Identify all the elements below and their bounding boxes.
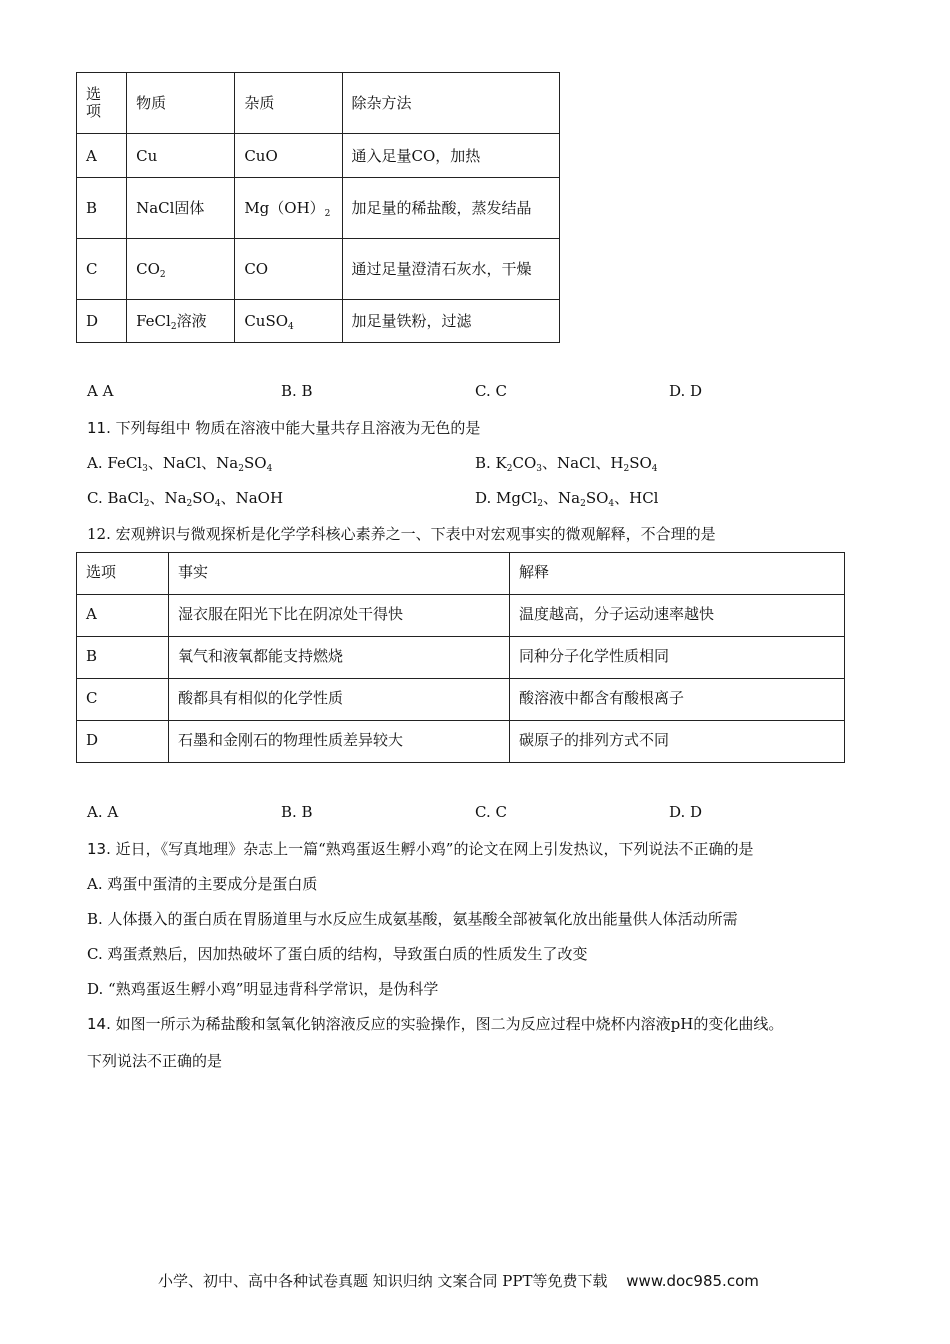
table-cell: 氧气和液氧都能支持燃烧 [169,637,510,679]
question-14-stem-continued: 下列说法不正确的是 [87,1052,223,1070]
table-header: 杂质 [235,73,342,134]
question-11-stem: 11. 下列每组中 物质在溶液中能大量共存且溶液为无色的是 [87,419,481,437]
option-d: D. D [669,382,703,400]
table-cell: NaCl固体 [127,178,235,239]
table-header: 物质 [127,73,235,134]
table-cell: FeCl$_2$溶液 [127,300,235,343]
option-c: C. 鸡蛋煮熟后，因加热破坏了蛋白质的结构，导致蛋白质的性质发生了改变 [87,945,588,963]
table-header: 选项 [77,73,127,134]
option-a: A. 鸡蛋中蛋清的主要成分是蛋白质 [87,875,318,893]
option-b: B. 人体摄入的蛋白质在胃肠道里与水反应生成氨基酸，氨基酸全部被氧化放出能量供人体活动所需 [87,910,738,928]
footer-link[interactable]: www.doc985.com [626,1272,759,1290]
table-cell: D [77,300,127,343]
table-header: 解释 [510,553,845,595]
table-cell: 碳原子的排列方式不同 [510,721,845,763]
table-header: 选项 [77,553,169,595]
table-cell: Cu [127,134,235,178]
table-header: 事实 [169,553,510,595]
table-cell: D [77,721,169,763]
option-a: A. A [87,803,119,821]
table-cell: B [77,637,169,679]
table-cell: CuSO$_4$ [235,300,342,343]
option-c: C. C [475,382,507,400]
table-cell: 同种分子化学性质相同 [510,637,845,679]
footer-text: 小学、初中、高中各种试卷真题 知识归纳 文案合同 PPT等免费下载 [158,1272,608,1290]
table-cell: C [77,239,127,300]
page-footer [158,1270,759,1291]
table-cell: 通过足量澄清石灰水，干燥 [342,239,559,300]
table-cell: CuO [235,134,342,178]
table-cell: 酸溶液中都含有酸根离子 [510,679,845,721]
micro-explanation-table [76,552,845,763]
table-cell: 加足量铁粉，过滤 [342,300,559,343]
table-cell: $Mg(OH)_2$ [235,178,342,239]
question-13-stem: 13. 近日，《写真地理》杂志上一篇“熟鸡蛋返生孵小鸡”的论文在网上引发热议，下列说法不正确的是 [87,840,754,858]
table-cell: 石墨和金刚石的物理性质差异较大 [169,721,510,763]
option-b: B. B [281,382,313,400]
option-d: D. “熟鸡蛋返生孵小鸡”明显违背科学常识，是伪科学 [87,980,439,998]
question-12-stem: 12. 宏观辨识与微观探析是化学学科核心素养之一、下表中对宏观事实的微观解释，不合理的是 [87,525,716,543]
table-cell: 湿衣服在阳光下比在阴凉处干得快 [169,595,510,637]
option-a: A A [87,382,114,400]
table-cell: A [77,134,127,178]
table-header: 除杂方法 [342,73,559,134]
question-14-stem: 14. 如图一所示为稀盐酸和氢氧化钠溶液反应的实验操作，图二为反应过程中烧杯内溶液pH的变化曲线。 [87,1015,784,1033]
table-cell: 酸都具有相似的化学性质 [169,679,510,721]
table-cell: $CO_2$ [127,239,235,300]
option-a: A. FeCl$_3$、NaCl、$Na_2SO_4$ [87,454,273,474]
option-b: B. B [281,803,313,821]
option-c: C. C [475,803,507,821]
option-c: C. BaCl$_2$、$Na_2SO_4$、NaOH [87,489,284,509]
table-cell: 通入足量CO，加热 [342,134,559,178]
table-cell: CO [235,239,342,300]
impurity-removal-table [76,72,560,343]
table-cell: B [77,178,127,239]
option-d: D. MgCl$_2$、$Na_2SO_4$、HCl [475,489,659,509]
option-b: B. $K_2CO_3$、NaCl、$H_2SO_4$ [475,454,658,474]
option-d: D. D [669,803,703,821]
table-cell: 温度越高，分子运动速率越快 [510,595,845,637]
table-cell: A [77,595,169,637]
table-cell: 加足量的稀盐酸，蒸发结晶 [342,178,559,239]
table-cell: C [77,679,169,721]
